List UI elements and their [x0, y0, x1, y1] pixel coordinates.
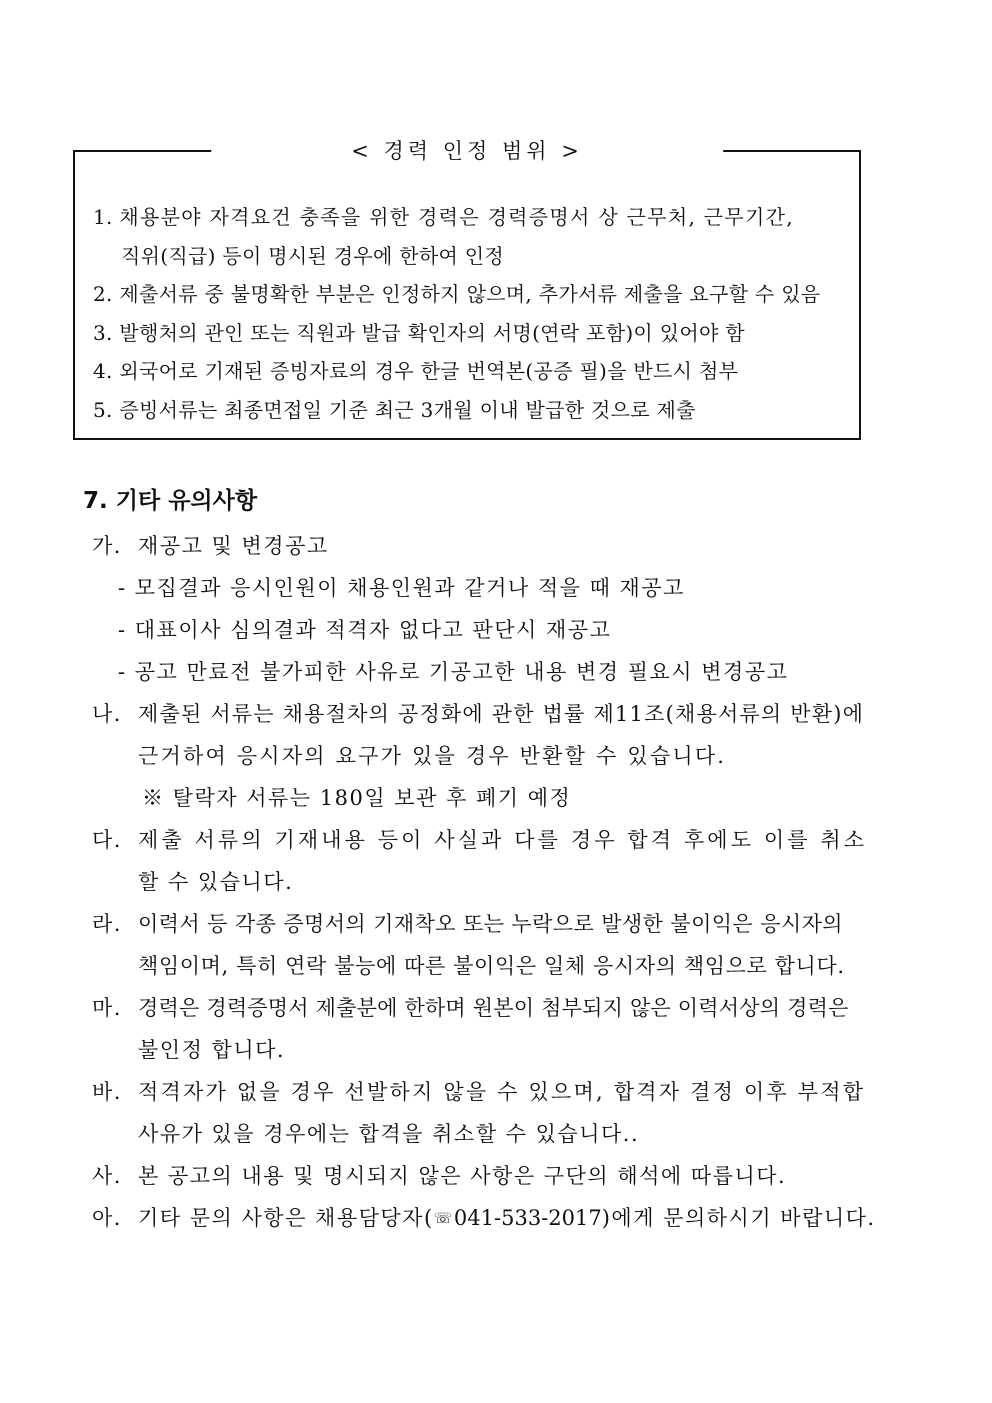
note-marker: 바. [92, 1080, 122, 1104]
note-na-line2: 근거하여 응시자의 요구가 있을 경우 반환할 수 있습니다. [138, 744, 727, 768]
note-ga-sub-1: - 모집결과 응시인원이 채용인원과 같거나 적을 때 재공고 [118, 576, 685, 600]
career-criteria-item-continuation [93, 237, 853, 276]
note-line1: 제출된 서류는 채용절차의 공정화에 관한 법률 제11조(채용서류의 반환)에 [138, 702, 865, 726]
item-text: 발행처의 관인 또는 직원과 발급 확인자의 서명(연락 포함)이 있어야 함 [119, 320, 745, 345]
item-number: 5. [93, 397, 113, 422]
career-criteria-item [93, 314, 853, 353]
item-text-line2: 직위(직급) 등이 명시된 경우에 한하여 인정 [121, 243, 505, 268]
note-marker: 라. [92, 912, 122, 936]
note-ma [92, 987, 922, 1029]
item-text: 외국어로 기재된 증빙자료의 경우 한글 번역본(공증 필)을 반드시 첨부 [119, 359, 739, 383]
note-ra [92, 903, 922, 945]
note-line1: 적격자가 없을 경우 선발하지 않을 수 있으며, 합격자 결정 이후 부적합 [138, 1080, 866, 1104]
item-number: 2. [93, 282, 113, 306]
note-marker: 마. [92, 996, 122, 1020]
note-marker: 나. [92, 702, 122, 726]
note-marker: 다. [92, 828, 122, 852]
note-marker: 아. [92, 1206, 122, 1230]
career-criteria-item [93, 275, 853, 314]
item-text-line1: 채용분야 자격요건 충족을 위한 경력은 경력증명서 상 근무처, 근무기간, [119, 205, 794, 229]
note-text-after: )에게 문의하시기 바랍니다. [601, 1206, 876, 1230]
note-ra-line2: 책임이며, 특히 연락 불능에 따른 불이익은 일체 응시자의 책임으로 합니다. [138, 954, 845, 978]
note-line1: 경력은 경력증명서 제출분에 한하며 원본이 첨부되지 않은 이력서상의 경력은 [138, 996, 849, 1020]
item-text: 제출서류 중 불명확한 부분은 인정하지 않으며, 추가서류 제출을 요구할 수 있음 [119, 282, 821, 306]
note-da [92, 819, 922, 861]
note-text-before: 기타 문의 사항은 채용담당자( [138, 1206, 434, 1230]
career-recognition-box [73, 139, 861, 440]
item-text: 증빙서류는 최종면접일 기준 최근 3개월 이내 발급한 것으로 제출 [119, 397, 696, 422]
notes-list [92, 525, 922, 1239]
note-text: 본 공고의 내용 및 명시되지 않은 사항은 구단의 해석에 따릅니다. [138, 1164, 787, 1188]
contact-phone: 041-533-2017 [453, 1206, 602, 1230]
note-ga-sub-2: - 대표이사 심의결과 적격자 없다고 판단시 재공고 [118, 618, 612, 642]
note-title: 재공고 및 변경공고 [138, 534, 329, 558]
note-ma-line2: 불인정 합니다. [138, 1038, 286, 1062]
note-ba-line2: 사유가 있을 경우에는 합격을 취소할 수 있습니다.. [138, 1122, 640, 1146]
note-marker: 가. [92, 534, 122, 558]
note-a [92, 1197, 922, 1239]
note-sa [92, 1155, 922, 1197]
note-marker: 사. [92, 1164, 122, 1188]
note-ba [92, 1071, 922, 1113]
note-ga [92, 525, 922, 567]
career-box-title: < 경력 인정 범위 > [211, 134, 723, 168]
career-criteria-item [93, 352, 853, 391]
phone-icon: ☏ [433, 1209, 454, 1227]
note-line1: 제출 서류의 기재내용 등이 사실과 다를 경우 합격 후에도 이를 취소 [138, 828, 868, 852]
career-criteria-item [93, 198, 853, 237]
career-criteria-list [93, 198, 853, 429]
section-heading: 7. 기타 유의사항 [83, 488, 258, 514]
note-da-line2: 할 수 있습니다. [138, 870, 294, 894]
note-na [92, 693, 922, 735]
career-criteria-item [93, 391, 853, 430]
item-number: 3. [93, 320, 113, 345]
note-line1: 이력서 등 각종 증명서의 기재착오 또는 누락으로 발생한 불이익은 응시자의 [138, 912, 843, 936]
item-number: 1. [93, 205, 113, 229]
note-na-reference: ※ 탈락자 서류는 180일 보관 후 폐기 예정 [142, 786, 572, 810]
note-ga-sub-3: - 공고 만료전 불가피한 사유로 기공고한 내용 변경 필요시 변경공고 [118, 660, 789, 684]
item-number: 4. [93, 359, 113, 383]
